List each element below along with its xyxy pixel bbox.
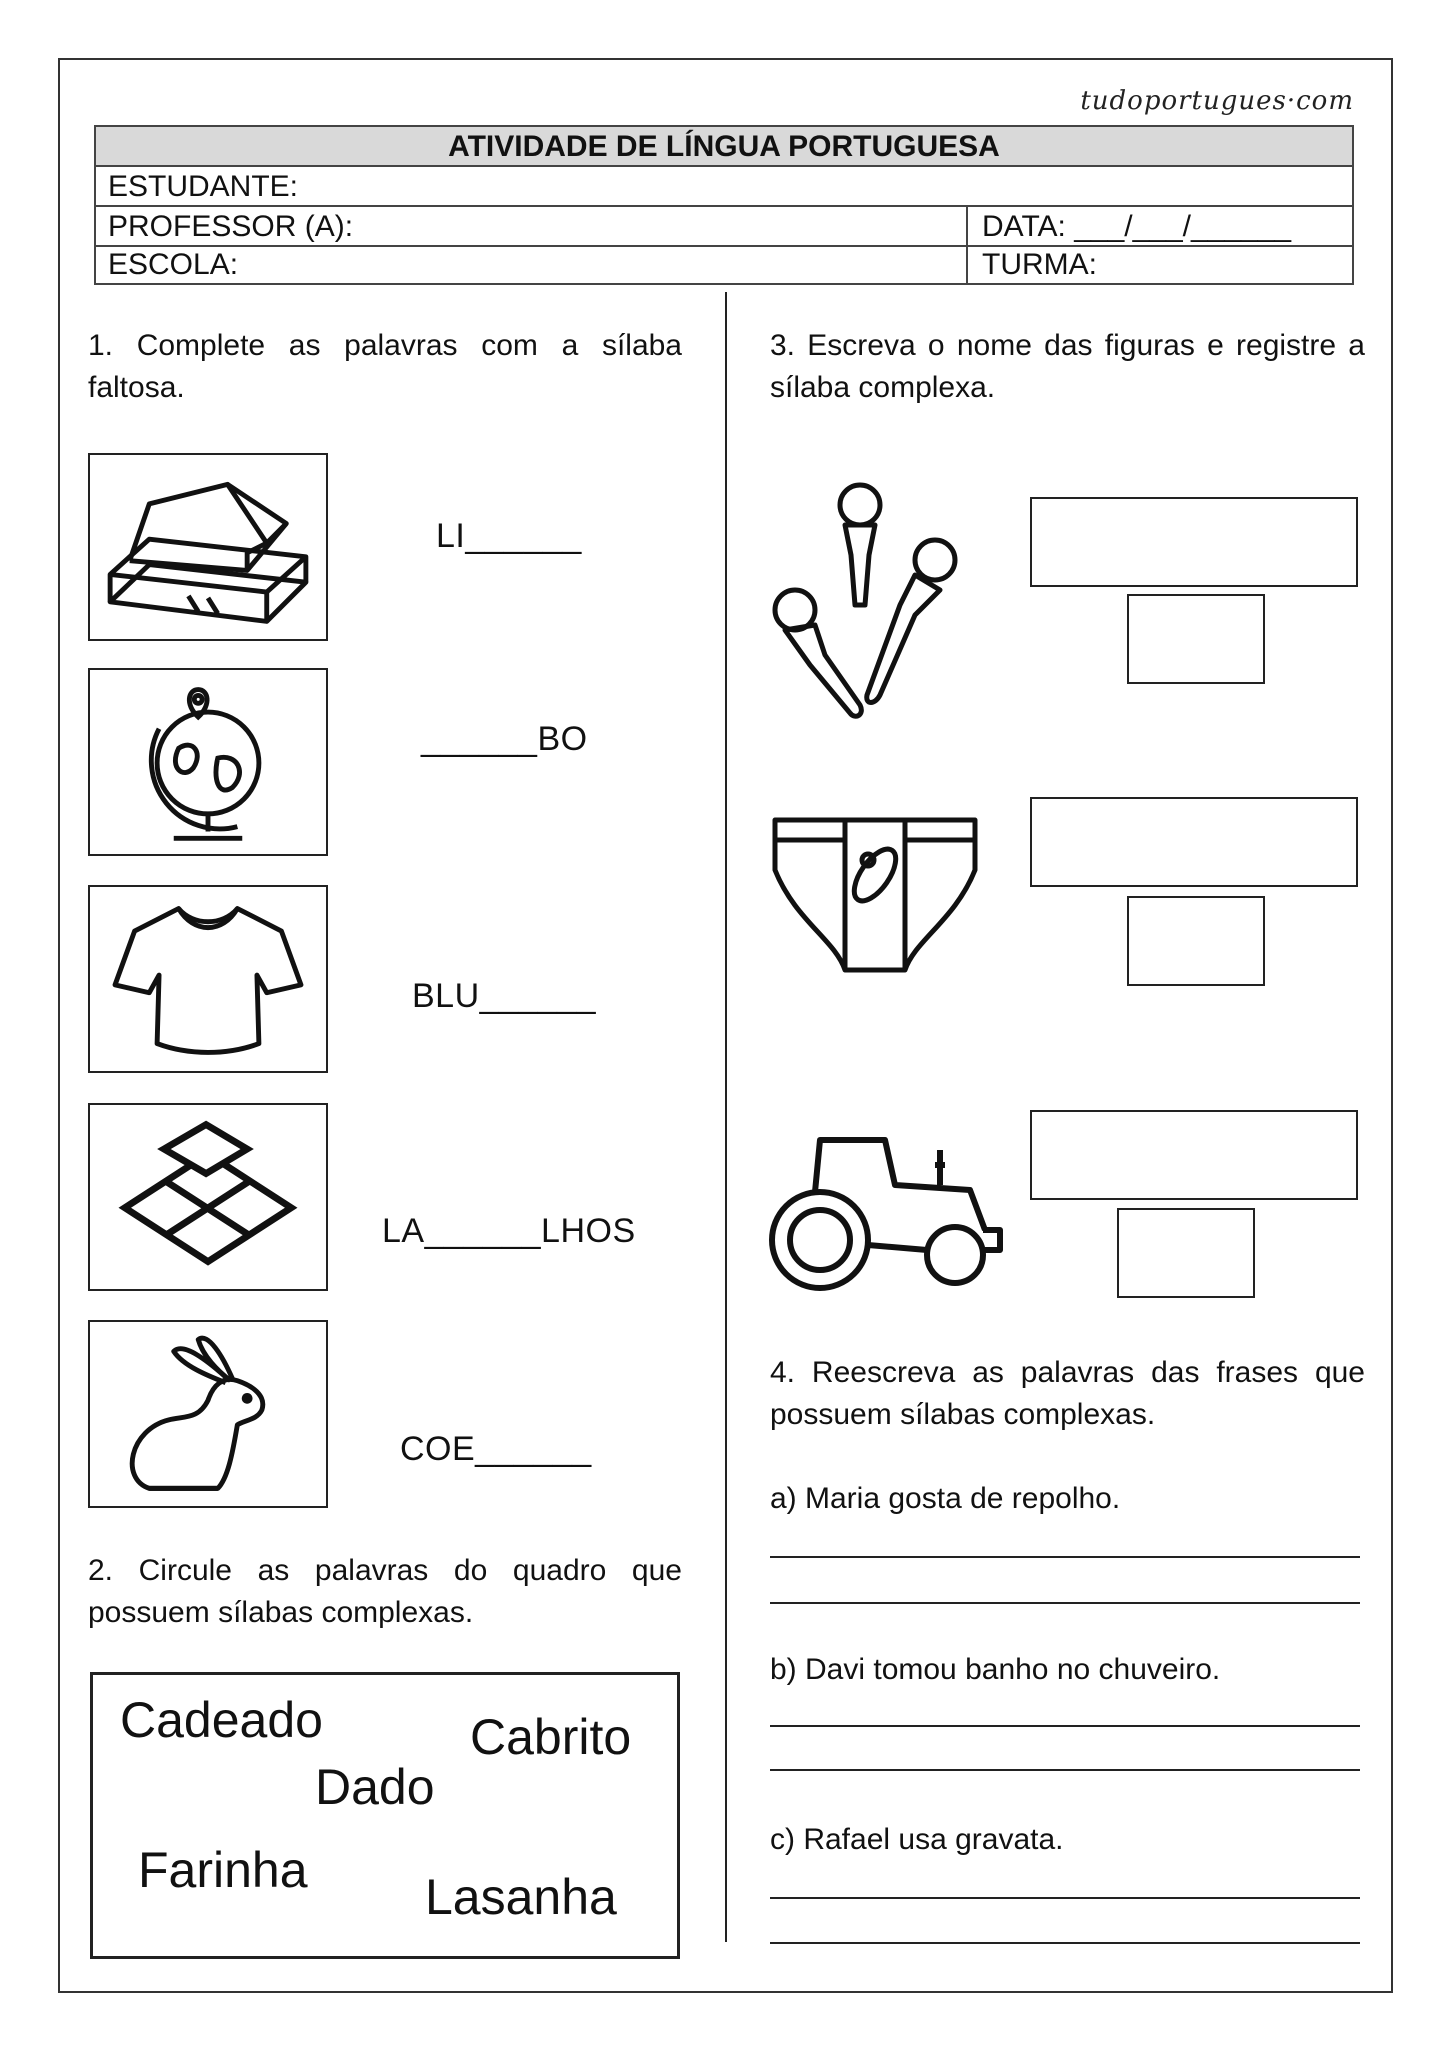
- word-fill-2[interactable]: ______BO: [421, 720, 588, 758]
- rabbit-icon: [90, 1322, 326, 1506]
- school-label: ESCOLA:: [108, 248, 239, 281]
- word-cabrito[interactable]: Cabrito: [470, 1709, 632, 1765]
- header-table: [94, 125, 1354, 285]
- question-4-text: 4. Reescreva as palavras das frases que possuem sílabas complexas.: [770, 1356, 1365, 1431]
- answer-line-c-1[interactable]: [770, 1897, 1360, 1899]
- answer-box-2-syllable[interactable]: [1127, 896, 1265, 986]
- word-cadeado[interactable]: Cadeado: [120, 1692, 323, 1748]
- word-fill-4[interactable]: LA______LHOS: [382, 1212, 636, 1250]
- diaper-icon: [765, 800, 985, 980]
- word-dado[interactable]: Dado: [315, 1759, 435, 1815]
- question-1-text: 1. Complete as palavras com a sílaba faltosa.: [88, 329, 682, 404]
- tiles-icon: [90, 1105, 326, 1289]
- tractor-icon: [765, 1130, 1005, 1300]
- question-2-text: 2. Circule as palavras do quadro que possuem sílabas complexas.: [88, 1554, 682, 1629]
- books-icon: [90, 455, 326, 639]
- sentence-a: a) Maria gosta de repolho.: [770, 1482, 1121, 1515]
- answer-line-a-1[interactable]: [770, 1556, 1360, 1558]
- worksheet-title: ATIVIDADE DE LÍNGUA PORTUGUESA: [96, 127, 1352, 167]
- image-box-globe: [88, 668, 328, 856]
- answer-box-1-name[interactable]: [1030, 497, 1358, 587]
- student-field[interactable]: [96, 167, 1352, 207]
- globe-icon: [90, 670, 326, 854]
- word-fill-3[interactable]: BLU______: [412, 977, 597, 1015]
- answer-line-a-2[interactable]: [770, 1602, 1360, 1604]
- image-box-tiles: [88, 1103, 328, 1291]
- blouse-icon: [90, 887, 326, 1071]
- answer-line-b-2[interactable]: [770, 1769, 1360, 1771]
- student-label: ESTUDANTE:: [108, 170, 299, 203]
- image-box-books: [88, 453, 328, 641]
- word-lasanha[interactable]: Lasanha: [425, 1869, 617, 1925]
- answer-box-1-syllable[interactable]: [1127, 594, 1265, 684]
- site-watermark: tudoportugues·com: [1080, 86, 1354, 116]
- word-farinha[interactable]: Farinha: [138, 1842, 308, 1898]
- word-fill-5[interactable]: COE______: [400, 1430, 592, 1468]
- teacher-label: PROFESSOR (A):: [108, 210, 354, 243]
- word-fill-1[interactable]: LI______: [436, 517, 582, 555]
- answer-box-2-name[interactable]: [1030, 797, 1358, 887]
- image-box-rabbit: [88, 1320, 328, 1508]
- answer-box-3-name[interactable]: [1030, 1110, 1358, 1200]
- date-field[interactable]: [966, 207, 1356, 245]
- column-divider: [725, 292, 727, 1942]
- class-field[interactable]: [966, 247, 1356, 283]
- answer-box-3-syllable[interactable]: [1117, 1208, 1255, 1298]
- answer-line-b-1[interactable]: [770, 1725, 1360, 1727]
- sentence-b: b) Davi tomou banho no chuveiro.: [770, 1653, 1221, 1686]
- cloves-icon: [765, 475, 1005, 725]
- word-box: [90, 1672, 680, 1959]
- question-3-text: 3. Escreva o nome das figuras e registre a sílaba complexa.: [770, 329, 1365, 404]
- image-box-blouse: [88, 885, 328, 1073]
- date-label: DATA: ___/___/______: [982, 210, 1292, 243]
- school-row: [96, 247, 1352, 283]
- teacher-row: [96, 207, 1352, 247]
- class-label: TURMA:: [982, 248, 1097, 281]
- sentence-c: c) Rafael usa gravata.: [770, 1823, 1064, 1856]
- answer-line-c-2[interactable]: [770, 1942, 1360, 1944]
